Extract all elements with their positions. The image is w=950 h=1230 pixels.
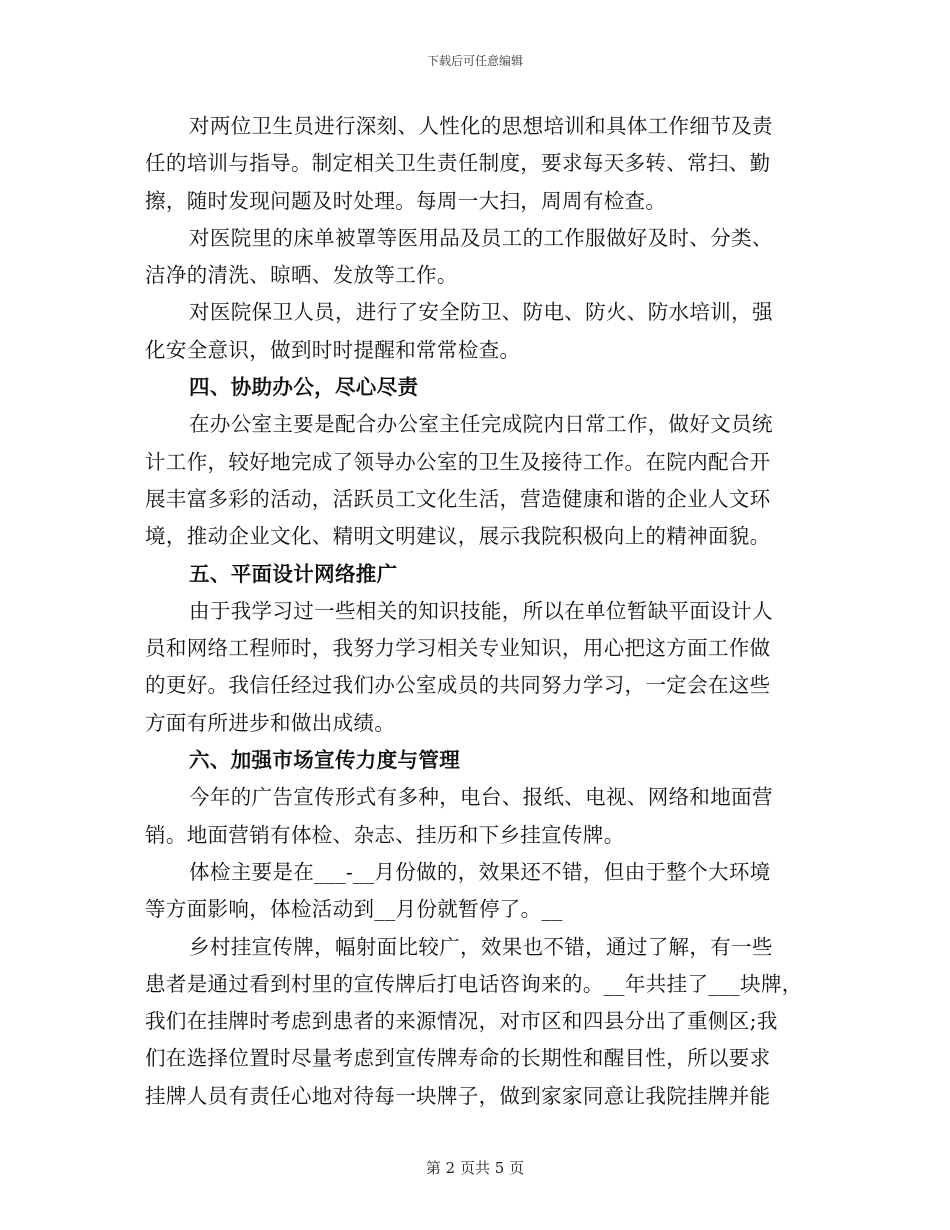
text-line: 销。地面营销有体检、杂志、挂历和下乡挂宣传牌。 <box>145 822 625 847</box>
text-line: 们在选择位置时尽量考虑到宣传牌寿命的长期性和醒目性，所以要求 <box>145 1046 771 1071</box>
page-header: 下载后可任意编辑 <box>426 54 523 68</box>
section-heading: 四、协助办公，尽心尽责 <box>189 375 419 400</box>
text-line: 我们在挂牌时考虑到患者的来源情况，对市区和四县分出了重侧区;我 <box>145 1009 778 1034</box>
text-line: 境，推动企业文化、精明文明建议，展示我院积极向上的精神面貌。 <box>145 524 771 549</box>
page-footer: 第 2 页共 5 页 <box>425 1159 525 1177</box>
section-heading: 五、平面设计网络推广 <box>189 561 398 586</box>
text-line: 体检主要是在___-__月份做的，效果还不错，但由于整个大环境 <box>189 859 771 884</box>
text-line: 员和网络工程师时，我努力学习相关专业知识，用心把这方面工作做 <box>145 636 771 661</box>
text-line: 挂牌人员有责任心地对待每一块牌子，做到家家同意让我院挂牌并能 <box>145 1083 771 1108</box>
text-line: 擦，随时发现问题及时处理。每周一大扫，周周有检查。 <box>145 188 667 213</box>
text-line: 计工作，较好地完成了领导办公室的卫生及接待工作。在院内配合开 <box>145 449 771 474</box>
text-line: 在办公室主要是配合办公室主任完成院内日常工作，做好文员统 <box>189 412 773 437</box>
text-line: 展丰富多彩的活动，活跃员工文化生活，营造健康和谐的企业人文环 <box>145 486 771 511</box>
text-line: 对医院里的床单被罩等医用品及员工的工作服做好及时、分类、 <box>189 225 773 250</box>
text-line: 化安全意识，做到时时提醒和常常检查。 <box>145 337 521 362</box>
section-heading: 六、加强市场宣传力度与管理 <box>189 748 461 773</box>
text-line: 的更好。我信任经过我们办公室成员的共同努力学习，一定会在这些 <box>145 673 771 698</box>
text-line: 等方面影响，体检活动到__月份就暂停了。__ <box>145 897 563 922</box>
text-line: 患者是通过看到村里的宣传牌后打电话咨询来的。__年共挂了___块牌， <box>145 971 803 996</box>
text-line: 方面有所进步和做出成绩。 <box>145 710 396 735</box>
document-body <box>145 108 805 1115</box>
text-line: 任的培训与指导。制定相关卫生责任制度，要求每天多转、常扫、勤 <box>145 151 771 176</box>
text-line: 乡村挂宣传牌，幅射面比较广，效果也不错，通过了解，有一些 <box>189 934 773 959</box>
text-line: 今年的广告宣传形式有多种，电台、报纸、电视、网络和地面营 <box>189 785 773 810</box>
text-line: 对两位卫生员进行深刻、人性化的思想培训和具体工作细节及责 <box>189 114 773 138</box>
text-line: 洁净的清洗、晾晒、发放等工作。 <box>145 263 458 288</box>
text-line: 对医院保卫人员，进行了安全防卫、防电、防火、防水培训，强 <box>189 300 773 325</box>
text-line: 由于我学习过一些相关的知识技能，所以在单位暂缺平面设计人 <box>189 598 773 623</box>
